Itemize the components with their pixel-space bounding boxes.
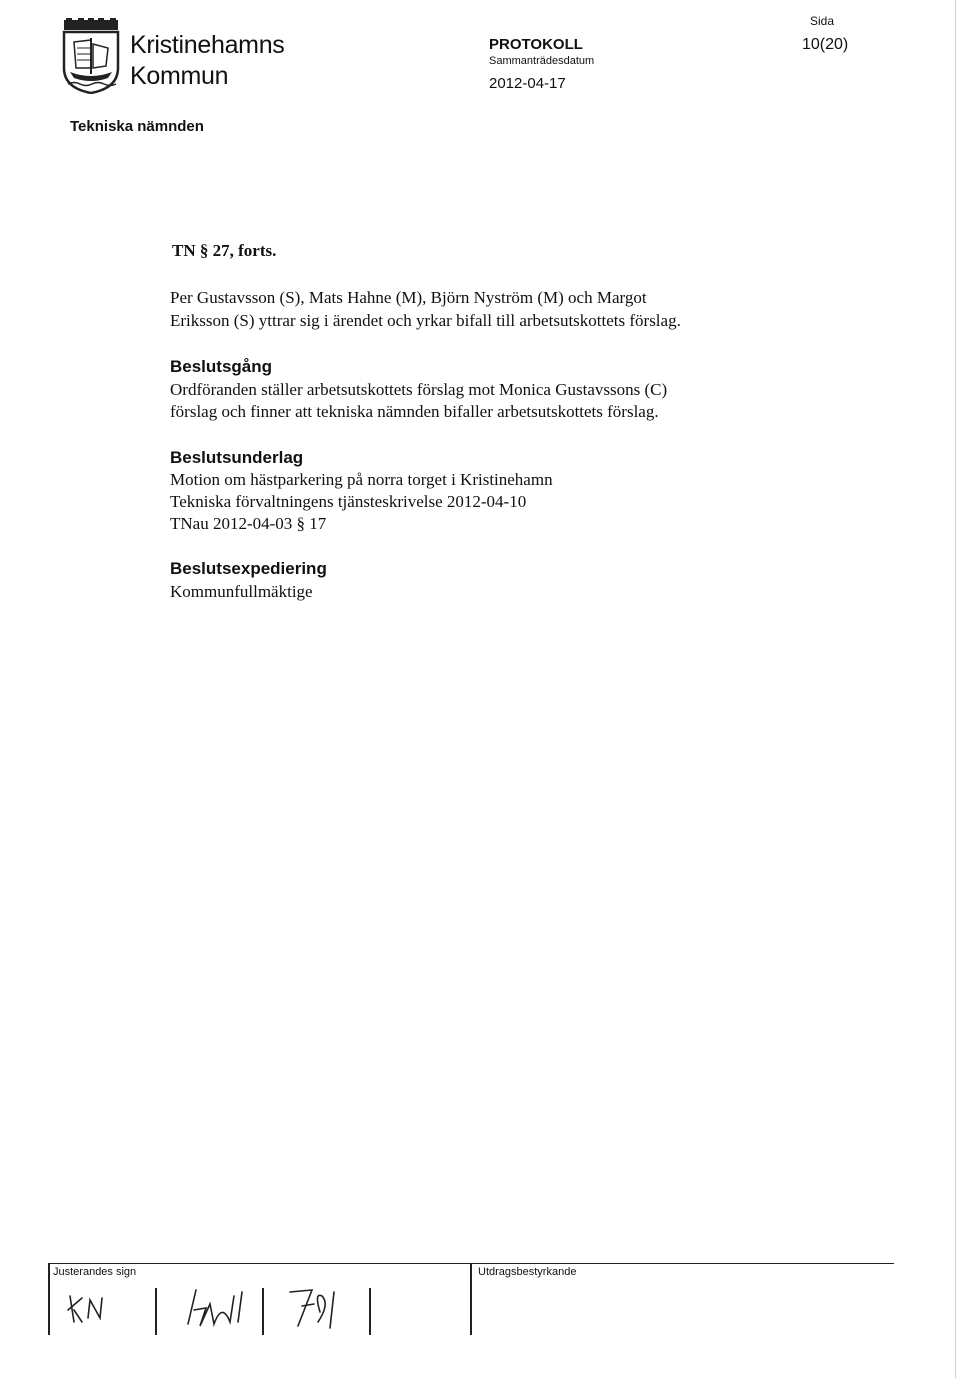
decision-dispatch-item: Kommunfullmäktige [170, 582, 313, 601]
scan-edge-line [955, 0, 956, 1378]
brand-line-2: Kommun [130, 62, 229, 90]
signature-divider [470, 1263, 472, 1335]
intro-paragraph-line-1: Per Gustavsson (S), Mats Hahne (M), Björn Nyström (M) och Margot [170, 288, 647, 307]
page-number: 10(20) [802, 36, 849, 53]
handwritten-signature-1 [64, 1288, 134, 1330]
adjusters-sign-label: Justerandes sign [53, 1266, 137, 1278]
signature-divider [369, 1288, 371, 1335]
decision-basis-item: TNau 2012-04-03 § 17 [170, 514, 327, 533]
decision-basis-item: Tekniska förvaltningens tjänsteskrivelse 2012-04-10 [170, 492, 527, 511]
footer-left-border [48, 1263, 50, 1335]
intro-paragraph-line-2: Eriksson (S) yttrar sig i ärendet och yrkar bifall till arbetsutskottets förslag. [170, 311, 681, 330]
extract-certification-label: Utdragsbestyrkande [478, 1266, 577, 1278]
handwritten-signature-2 [180, 1284, 258, 1332]
decision-dispatch-heading: Beslutsexpediering [170, 559, 327, 578]
decision-process-line-2: förslag och finner att tekniska nämnden bifaller arbetsutskottets förslag. [170, 402, 659, 421]
meeting-date-label: Sammanträdesdatum [489, 55, 595, 67]
section-title: TN § 27, forts. [172, 241, 277, 260]
signature-divider [262, 1288, 264, 1335]
committee-name: Tekniska nämnden [70, 118, 204, 135]
crest-icon [60, 18, 122, 94]
decision-basis-heading: Beslutsunderlag [170, 448, 304, 467]
signature-divider [155, 1288, 157, 1335]
document-type: PROTOKOLL [489, 36, 583, 53]
decision-process-heading: Beslutsgång [170, 357, 273, 376]
brand-line-1: Kristinehamns [130, 31, 285, 59]
municipality-crest-logo [60, 18, 122, 94]
decision-basis-item: Motion om hästparkering på norra torget i Kristinehamn [170, 470, 553, 489]
meeting-date-value: 2012-04-17 [489, 75, 566, 92]
decision-process-line-1: Ordföranden ställer arbetsutskottets förslag mot Monica Gustavssons (C) [170, 380, 668, 399]
municipality-name [130, 30, 285, 92]
page-label: Sida [810, 14, 835, 28]
handwritten-signature-3 [284, 1282, 350, 1334]
